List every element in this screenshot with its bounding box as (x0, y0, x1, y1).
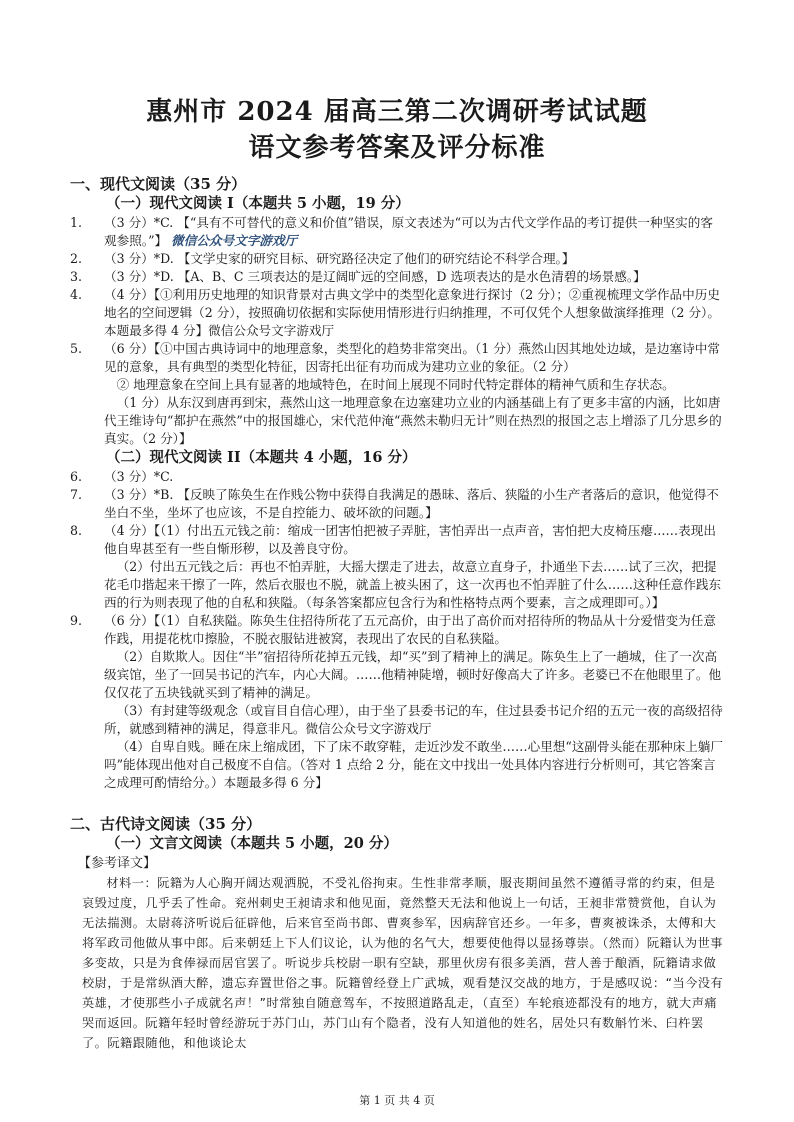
reference-translation-text: 材料一：阮籍为人心胸开阔达观洒脱，不受礼俗拘束。生性非常孝顺，服丧期间虽然不遵循寻常的约束，但是哀毁过度，几乎丢了性命。兖州刺史王昶请求和他见面，竟然整天无法和他说上一句话，王昶非常赞赏他，自认为无法揣测。太尉蒋济听说后征辟他，后来官至尚书郎、曹爽参军，因病辞官还乡。一年多，曹爽被诛杀，太傅和大将军政司他做从事中郎。后来朝廷上下人们议论，认为他的名气大，想要使他得以显扬尊崇。（然而）阮籍认为世事多变故，只是为食俸禄而居官罢了。听说步兵校尉一职有空缺，那里伙房有很多美酒，营人善于酿酒，阮籍请求做校尉，于是常纵酒大醉，遗忘弃置世俗之事。阮籍曾经登上广武城，观看楚汉交战的地方，于是感叹说：“当今没有英雄，才使那些小子成就名声！”时常独自随意驾车，不按照道路乱走，（直至）车轮痕迹都没有的地方，就大声痛哭而返回。阮籍年轻时曾经游玩于苏门山，苏门山有个隐者，没有人知道他的姓名，居处只有数斛竹米、臼杵罢了。阮籍跟随他，和他谈论太 (82, 876, 724, 1050)
section-heading-modern-reading: 一、现代文阅读（35 分） (70, 175, 247, 193)
answer-item-8 (70, 522, 724, 558)
answer-paragraph: ② 地理意象在空间上具有显著的地域特色，在时间上展现不同时代特定群体的精神气质和生存状态。 (116, 377, 675, 392)
answer-text: （3 分）*B. 【反映了陈奂生在作贱公物中获得自我满足的愚昧、落后、狭隘的小生产者落后的意识，他觉得不坐白不坐，坐坏了也应该，不是自控能力、破坏欲的问题。】 (104, 487, 719, 520)
answer-item-1 (70, 214, 724, 250)
reference-translation-label: 【参考译文】 (78, 856, 157, 871)
document-title: 惠州市 2024 届高三第二次调研考试试题 (146, 97, 648, 127)
subsection-heading-reading-2: （二）现代文阅读 II（本题共 4 小题，16 分） (106, 449, 417, 466)
answer-item-7 (70, 486, 724, 522)
question-number: 9. (70, 613, 83, 628)
section-gap (70, 792, 724, 810)
question-number: 6. (70, 469, 83, 484)
question-number: 3. (70, 269, 83, 284)
answer-text: （6 分）【（1）自私狭隘。陈奂生住招待所花了五元高价，由于出了高价而对招待所的物品从十分爱惜变为任意作践，用提花枕巾擦脸，不脱衣服钻进被窝，表现出了农民的自私狭隘。 (104, 613, 716, 646)
answer-item-2 (70, 250, 724, 268)
question-number: 7. (70, 487, 83, 502)
watermark-text: 微信公众号文字游戏厅 (171, 233, 298, 248)
answer-text: （4 分）【（1）付出五元钱之前：缩成一团害怕把被子弄脏，害怕弄出一点声音，害怕把大皮椅压瘪……表现出他自卑甚至有一些自惭形秽，以及善良守份。 (104, 523, 716, 556)
answer-item-5 (70, 340, 724, 376)
answer-paragraph: （4）自卑自贱。睡在床上缩成团，下了床不敢穿鞋，走近沙发不敢坐……心里想“这副骨头能在那种床上躺厂吗”能体现出他对自己极度不自信。（答对 1 点给 2 分，能在文中找出一处具体内容进行分析则可，其它答案言之成理可酌情给分。）本题最多得 6 分】 (104, 739, 723, 790)
answer-text: （3 分）*D. 【文学史家的研究目标、研究路径决定了他们的研究结论不科学合理。】 (104, 251, 575, 266)
subsection-heading-classical-prose: （一）文言文阅读（本题共 5 小题，20 分） (106, 835, 398, 852)
answer-item-9 (70, 612, 724, 648)
answer-text: （3 分）*C. 【“具有不可替代的意义和价值”错误，原文表述为“可以为古代文学作品的考订提供一种坚实的客观参照。”】 微信公众号文字游戏厅 (104, 215, 713, 248)
document-subtitle: 语文参考答案及评分标准 (248, 133, 546, 163)
question-number: 5. (70, 341, 83, 356)
answer-paragraph: （3）有封建等级观念（或盲目自信心理），由于坐了县委书记的车，住过县委书记介绍的五元一夜的高级招待所，就感到精神的满足，得意非凡。微信公众号文字游戏厅 (104, 703, 723, 736)
answer-item-6 (70, 468, 724, 486)
answer-item-3 (70, 268, 724, 286)
question-number: 4. (70, 287, 83, 302)
page-footer: 第 1 页 共 4 页 (359, 1094, 435, 1107)
answer-text: （6 分）【①中国古典诗词中的地理意象，类型化的趋势非常突出。（1 分）燕然山因其地处边域，是边塞诗中常见的意象，具有典型的类型化特征，因寄托出征有功而成为建功立业的象征。（2 分） (104, 341, 720, 374)
answer-text: （3 分）*D. 【A、B、C 三项表达的是辽阔旷远的空间感，D 选项表达的是水色清碧的场景感。】 (104, 269, 646, 284)
answer-paragraph: （2）自欺欺人。因住“半”宿招待所花掉五元钱，却“买”到了精神上的满足。陈奂生上了一趟城，住了一次高级宾馆，坐了一回吴书记的汽车，内心大阔。……他精神陡增，顿时好像高大了许多。老婆已不在他眼里了。他仅仅花了五块钱就买到了精神的满足。 (104, 649, 722, 700)
answer-text: （4 分）【①利用历史地理的知识背景对古典文学中的类型化意象进行探讨（2 分）；②重视梳理文学作品中历史地名的空间逻辑（2 分），按照确切依据和实际使用情形进行归纳推理，不可仅凭个人想象做演绎推理（2 分）。本题最多得 4 分】微信公众号文字游戏厅 (104, 287, 720, 338)
answer-paragraph: （1 分）从东汉到唐再到宋，燕然山这一地理意象在边塞建功立业的内涵基础上有了更多丰富的内涵，比如唐代王维诗句“都护在燕然”中的报国雄心，宋代范仲淹“燕然未勒归无计”则在热烈的报国之志上增添了几分思乡的真实。（2 分）】 (104, 395, 722, 446)
question-number: 8. (70, 523, 83, 538)
subsection-heading-reading-1: （一）现代文阅读 I（本题共 5 小题，19 分） (106, 195, 410, 212)
section-heading-classical-reading: 二、古代诗文阅读（35 分） (70, 815, 262, 833)
answer-text: （3 分）*C. (104, 469, 174, 484)
question-number: 1. (70, 215, 83, 230)
answer-paragraph: （2）付出五元钱之后：再也不怕弄脏，大摇大摆走了进去，故意立直身子，扑通坐下去……试了三次，把提花毛巾揩起来干擦了一阵，然后衣服也不脱，就盖上被头困了，这一次再也不怕弄脏了什么……这种任意作践东西的行为则表现了他的自私和狭隘。（每条答案都应包含行为和性格特点两个要素，言之成理即可。）】 (104, 559, 722, 610)
question-number: 2. (70, 251, 83, 266)
answer-item-4 (70, 286, 724, 340)
